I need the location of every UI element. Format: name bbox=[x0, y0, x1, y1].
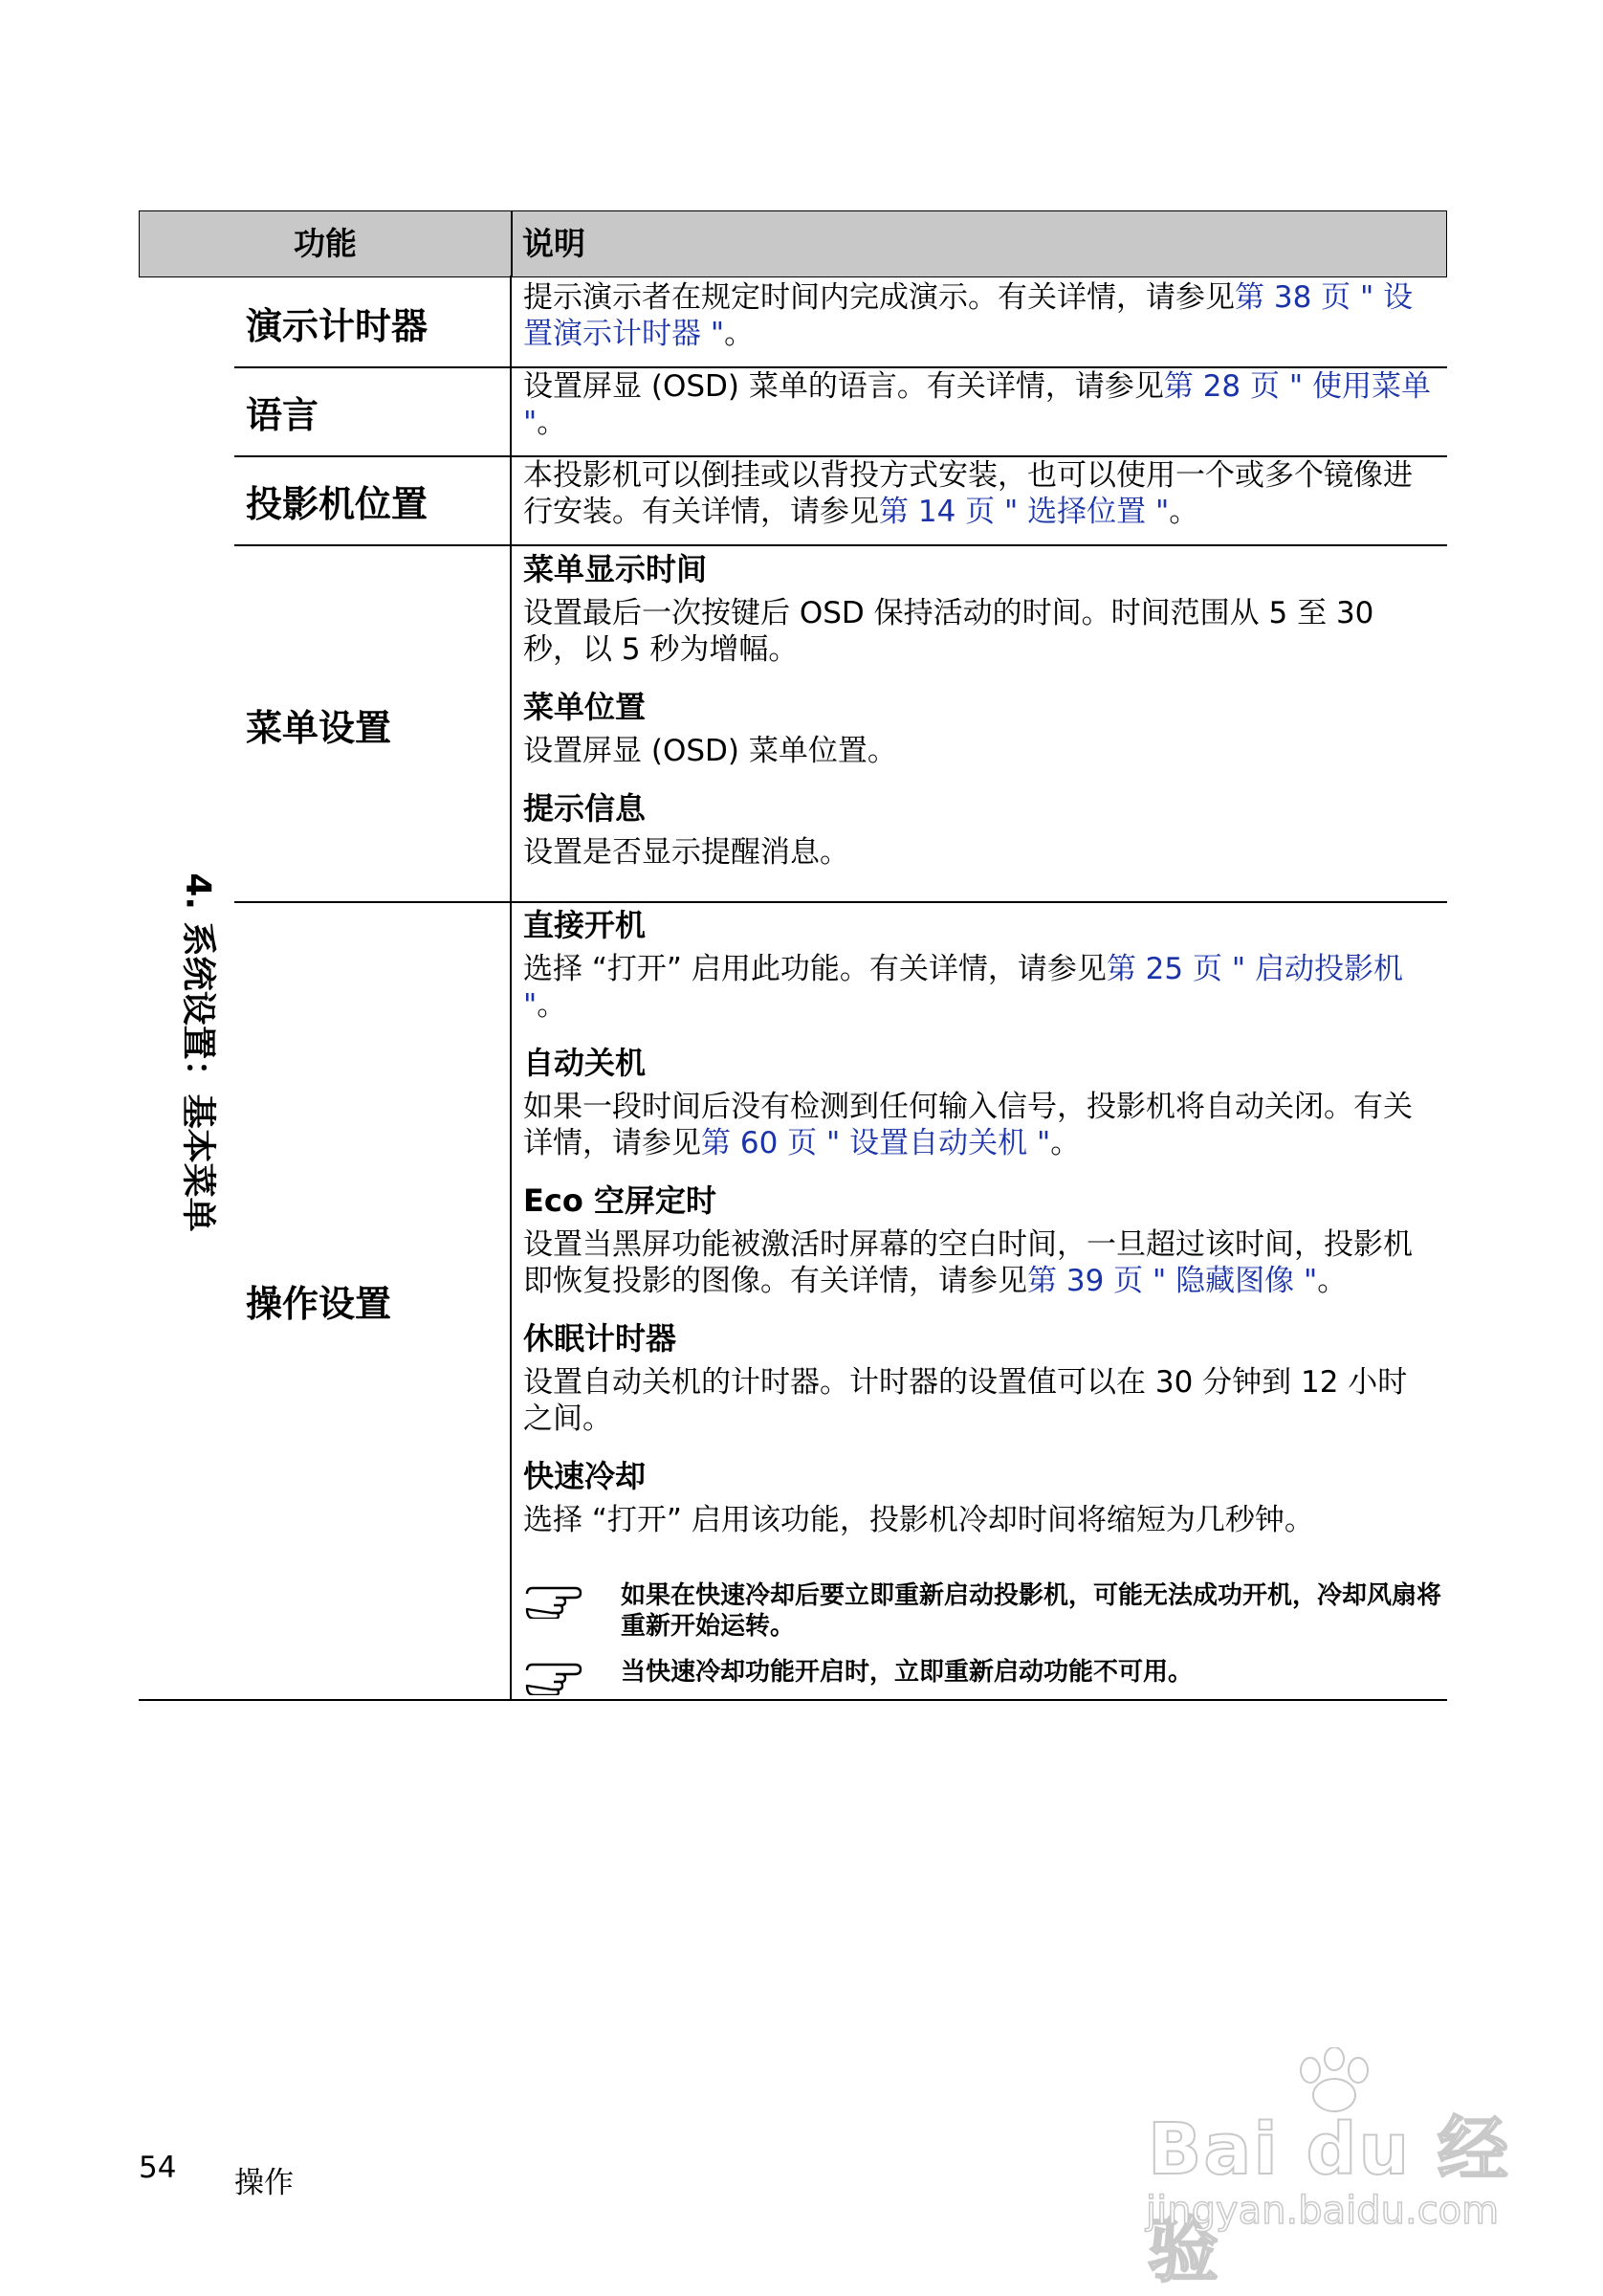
table-bottom-border bbox=[139, 1699, 1447, 1701]
menu-position: 菜单位置 设置屏显 (OSD) 菜单位置。 bbox=[523, 689, 897, 768]
func-presentation-timer: 演示计时器 bbox=[246, 305, 428, 347]
link-page-39[interactable]: 第 39 页 " 隐藏图像 " bbox=[1027, 1264, 1318, 1298]
row-divider bbox=[234, 901, 1447, 903]
ops-eco-blank-timer: Eco 空屏定时 设置当黑屏功能被激活时屏幕的空白时间，一旦超过该时间，投影机即恢复投影的图像。有关详情，请参见第 39 页 " 隐藏图像 "。 bbox=[523, 1182, 1413, 1298]
menu-display-time: 菜单显示时间 设置最后一次按键后 OSD 保持活动的时间。时间范围从 5 至 30 秒，以 5 秒为增幅。 bbox=[523, 551, 1374, 667]
func-language: 语言 bbox=[246, 394, 319, 436]
baidu-watermark bbox=[1138, 2047, 1549, 2292]
link-page-28[interactable]: 第 28 页 " 使用菜单 " bbox=[523, 369, 1431, 440]
menu-reminder: 提示信息 设置是否显示提醒消息。 bbox=[523, 790, 849, 870]
section-side-label: 4. 系统设置：基本菜单 bbox=[178, 872, 218, 1232]
header-function: 功能 bbox=[294, 225, 357, 262]
page-number: 54 bbox=[139, 2151, 177, 2185]
note-quick-cooling-restart bbox=[523, 1580, 1442, 1647]
func-menu-settings: 菜单设置 bbox=[246, 707, 392, 749]
note-text-2: 当快速冷却功能开启时，立即重新启动功能不可用。 bbox=[621, 1658, 1194, 1687]
watermark-brand: Bai du 经验 bbox=[1148, 2108, 1510, 2292]
note-text-1: 如果在快速冷却后要立即重新启动投影机，可能无法成功开机，冷却风扇将重新开始运转。 bbox=[621, 1581, 1442, 1641]
column-divider bbox=[510, 276, 512, 1701]
ops-sleep-timer: 休眠计时器 设置自动关机的计时器。计时器的设置值可以在 30 分钟到 12 小时之间。 bbox=[523, 1320, 1408, 1436]
desc-projector-position: 本投影机可以倒挂或以背投方式安装，也可以使用一个或多个镜像进行安装。有关详情，请参见第 14 页 " 选择位置 "。 bbox=[523, 458, 1413, 529]
link-page-25[interactable]: 第 25 页 " 启动投影机 " bbox=[523, 952, 1403, 1023]
header-description: 说明 bbox=[522, 225, 585, 262]
ops-direct-power-on: 直接开机 选择 “打开” 启用此功能。有关详情，请参见第 25 页 " 启动投影机 "。 bbox=[523, 907, 1403, 1023]
link-page-60[interactable]: 第 60 页 " 设置自动关机 " bbox=[701, 1126, 1051, 1160]
pointing-hand-icon bbox=[523, 1580, 590, 1619]
note-restart-unavailable bbox=[523, 1657, 1432, 1695]
func-operation-settings: 操作设置 bbox=[246, 1283, 392, 1325]
desc-menu-settings bbox=[523, 551, 1432, 892]
link-page-14[interactable]: 第 14 页 " 选择位置 " bbox=[879, 495, 1170, 529]
ops-auto-power-off: 自动关机 如果一段时间后没有检测到任何输入信号，投影机将自动关闭。有关详情，请参见第 60 页 " 设置自动关机 "。 bbox=[523, 1045, 1413, 1160]
row-divider bbox=[234, 544, 1447, 546]
desc-operation-settings bbox=[523, 907, 1432, 1538]
footer-section: 操作 bbox=[234, 2166, 294, 2200]
watermark-url: jingyan.baidu.com bbox=[1146, 2189, 1500, 2233]
func-projector-position: 投影机位置 bbox=[246, 483, 428, 525]
desc-presentation-timer: 提示演示者在规定时间内完成演示。有关详情，请参见第 38 页 " 设置演示计时器 "。 bbox=[523, 280, 1414, 351]
pointing-hand-icon bbox=[523, 1657, 590, 1695]
link-page-38[interactable]: 第 38 页 " 设置演示计时器 " bbox=[523, 280, 1414, 351]
ops-quick-cooling: 快速冷却 选择 “打开” 启用该功能，投影机冷却时间将缩短为几秒钟。 bbox=[523, 1458, 1314, 1537]
desc-language: 设置屏显 (OSD) 菜单的语言。有关详情，请参见第 28 页 " 使用菜单 "。 bbox=[523, 369, 1431, 440]
table-header bbox=[139, 210, 1447, 277]
